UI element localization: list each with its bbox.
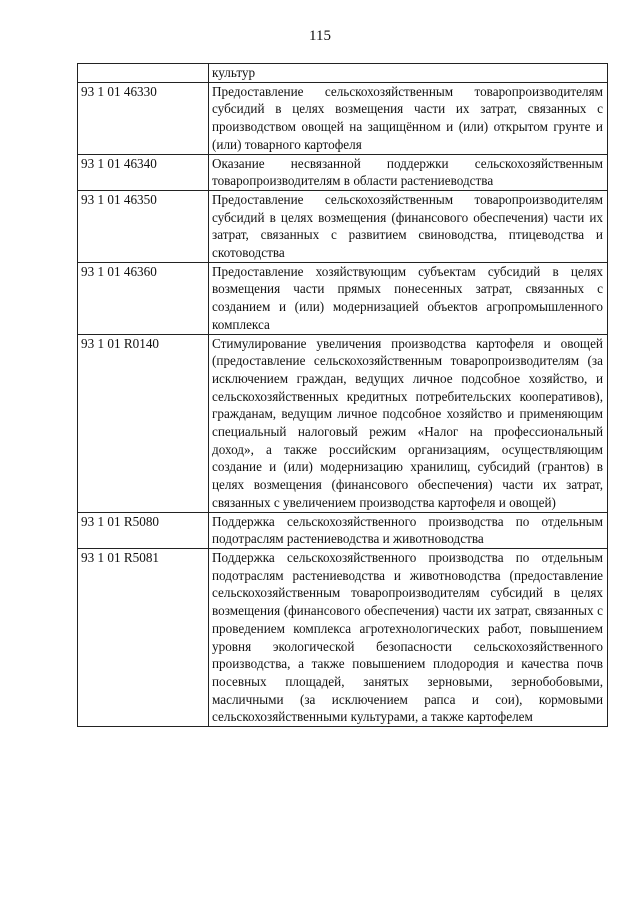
table-row xyxy=(78,64,608,83)
table-row xyxy=(78,190,608,262)
row-code: 93 1 01 R5081 xyxy=(78,548,209,726)
row-code: 93 1 01 R5080 xyxy=(78,512,209,548)
row-code: 93 1 01 R0140 xyxy=(78,334,209,512)
budget-code-table xyxy=(77,63,608,727)
row-description: Предоставление сельскохозяйственным товаропроизводителям субсидий в целях возмещения (финансового обеспечения) части их затрат, связанных с развитием свиноводства, птицеводства и скотоводства xyxy=(209,190,608,262)
table-row xyxy=(78,548,608,726)
row-code: 93 1 01 46330 xyxy=(78,82,209,154)
table-row xyxy=(78,512,608,548)
row-code: 93 1 01 46340 xyxy=(78,154,209,190)
table-row xyxy=(78,82,608,154)
row-code: 93 1 01 46350 xyxy=(78,190,209,262)
row-description: культур xyxy=(209,64,608,83)
row-code xyxy=(78,64,209,83)
table-row xyxy=(78,154,608,190)
row-description: Предоставление сельскохозяйственным товаропроизводителям субсидий в целях возмещения части их затрат, связанных с производством овощей на защищённом и (или) открытом грунте и (или) товарного картофеля xyxy=(209,82,608,154)
table-row xyxy=(78,262,608,334)
table-row xyxy=(78,334,608,512)
row-description: Поддержка сельскохозяйственного производства по отдельным подотраслям растениеводства и животноводства (предоставление сельскохозяйственным товаропроизводителям субсидий в целях возмещения (финансового обеспечения) части их затрат, связанных с проведением комплекса агротехнологических работ, повышением уровня экологической безопасности сельскохозяйственного производства, а также повышением плодородия и качества почв посевных площадей, занятых зерновыми, зернобобовыми, масличными (за исключением рапса и сои), кормовыми сельскохозяйственными культурами, а также картофелем xyxy=(209,548,608,726)
row-description: Поддержка сельскохозяйственного производства по отдельным подотраслям растениеводства и животноводства xyxy=(209,512,608,548)
row-description: Оказание несвязанной поддержки сельскохозяйственным товаропроизводителям в области растениеводства xyxy=(209,154,608,190)
row-description: Предоставление хозяйствующим субъектам субсидий в целях возмещения части прямых понесенных затрат, связанных с созданием и (или) модернизацией объектов агропромышленного комплекса xyxy=(209,262,608,334)
page-number: 115 xyxy=(309,28,331,44)
row-description: Стимулирование увеличения производства картофеля и овощей (предоставление сельскохозяйственным товаропроизводителям (за исключением граждан, ведущих личное подсобное хозяйство, и сельскохозяйственных кредитных потребительских кооперативов), гражданам, ведущим личное подсобное хозяйство и применяющим специальный налоговый режим «Налог на профессиональный доход», а также российским организациям, осуществляющим создание и (или) модернизацию хранилищ, субсидий (грантов) в целях возмещения (финансового обеспечения) части их затрат, связанных с увеличением производства картофеля и овощей) xyxy=(209,334,608,512)
row-code: 93 1 01 46360 xyxy=(78,262,209,334)
